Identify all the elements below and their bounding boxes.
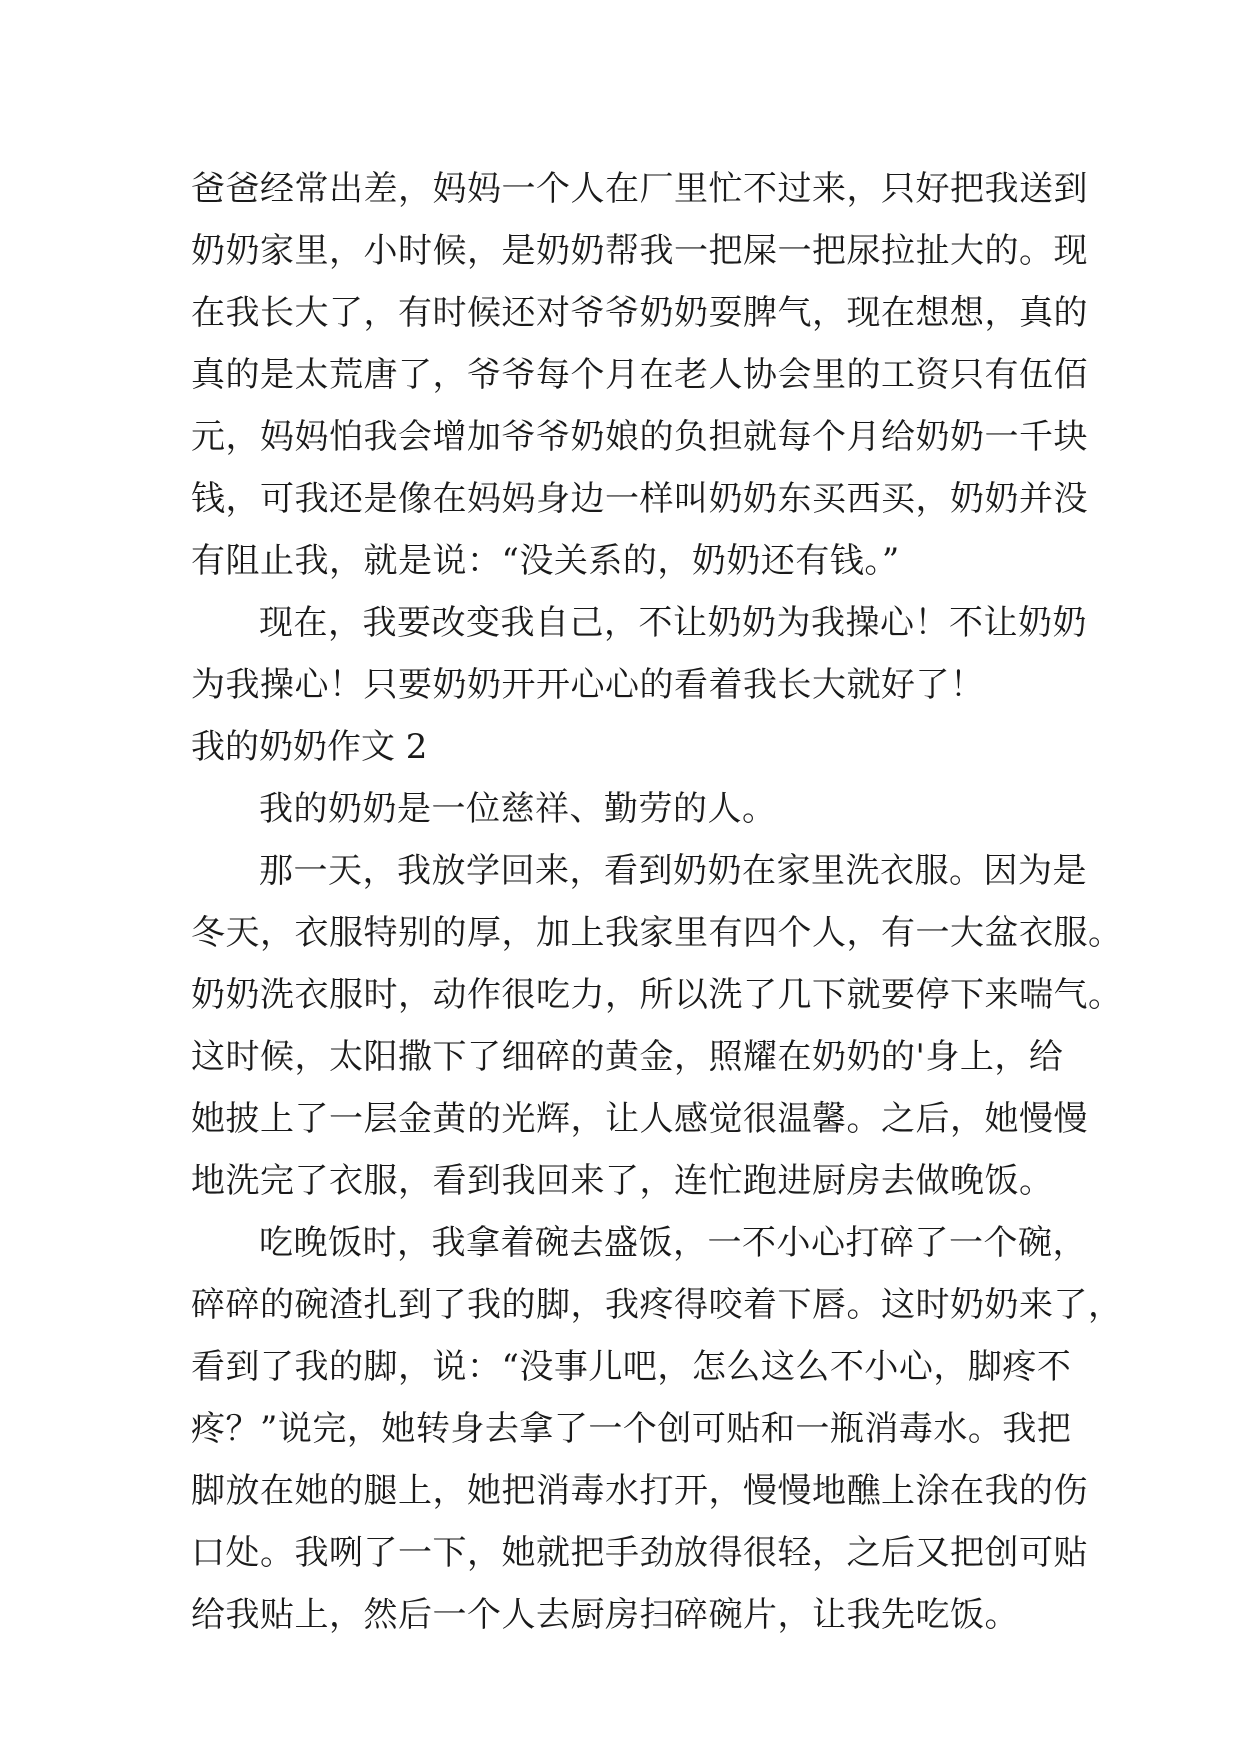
text-line: 给我贴上，然后一个人去厨房扫碎碗片，让我先吃饭。	[191, 1595, 1019, 1635]
text-line: 奶奶洗衣服时，动作很吃力，所以洗了几下就要停下来喘气。	[191, 975, 1123, 1015]
paragraph-3	[191, 778, 1051, 840]
text-line: 真的是太荒唐了，爷爷每个月在老人协会里的工资只有伍佰	[191, 355, 1088, 395]
paragraph-2	[191, 592, 1087, 716]
paragraph-4	[191, 840, 1123, 1212]
text-line: 钱，可我还是像在妈妈身边一样叫奶奶东买西买，奶奶并没	[191, 479, 1088, 519]
text-line: 我的奶奶是一位慈祥、勤劳的人。	[259, 789, 777, 829]
text-line: 为我操心！只要奶奶开开心心的看着我长大就好了！	[191, 665, 985, 705]
text-line: 碎碎的碗渣扎到了我的脚，我疼得咬着下唇。这时奶奶来了，	[191, 1285, 1123, 1325]
text-line: 看到了我的脚，说：“没事儿吧，怎么这么不小心，脚疼不	[191, 1347, 1072, 1387]
paragraph-5	[191, 1212, 1123, 1646]
paragraph-1	[191, 158, 1088, 592]
section-title: 我的奶奶作文 2	[191, 727, 428, 767]
text-line: 口处。我咧了一下，她就把手劲放得很轻，之后又把创可贴	[191, 1533, 1088, 1573]
text-line: 奶奶家里，小时候，是奶奶帮我一把屎一把尿拉扯大的。现	[191, 231, 1088, 271]
text-line: 那一天，我放学回来，看到奶奶在家里洗衣服。因为是	[259, 851, 1087, 891]
text-line: 吃晚饭时，我拿着碗去盛饭，一不小心打碎了一个碗，	[259, 1223, 1087, 1263]
text-line: 她披上了一层金黄的光辉，让人感觉很温馨。之后，她慢慢	[191, 1099, 1088, 1139]
text-line: 有阻止我，就是说：“没关系的，奶奶还有钱。”	[191, 541, 900, 581]
text-line: 这时候，太阳撒下了细碎的黄金，照耀在奶奶的'身上，给	[191, 1037, 1064, 1077]
text-line: 在我长大了，有时候还对爷爷奶奶耍脾气，现在想想，真的	[191, 293, 1088, 333]
text-line: 疼？”说完，她转身去拿了一个创可贴和一瓶消毒水。我把	[191, 1409, 1072, 1449]
text-line: 现在，我要改变我自己，不让奶奶为我操心！不让奶奶	[259, 603, 1087, 643]
text-line: 爸爸经常出差，妈妈一个人在厂里忙不过来，只好把我送到	[191, 169, 1088, 209]
document-body	[191, 158, 1123, 1646]
text-line: 地洗完了衣服，看到我回来了，连忙跑进厨房去做晚饭。	[191, 1161, 1054, 1201]
text-line: 元，妈妈怕我会增加爷爷奶娘的负担就每个月给奶奶一千块	[191, 417, 1088, 457]
text-line: 脚放在她的腿上，她把消毒水打开，慢慢地醮上涂在我的伤	[191, 1471, 1088, 1511]
text-line: 冬天，衣服特别的厚，加上我家里有四个人，有一大盆衣服。	[191, 913, 1123, 953]
